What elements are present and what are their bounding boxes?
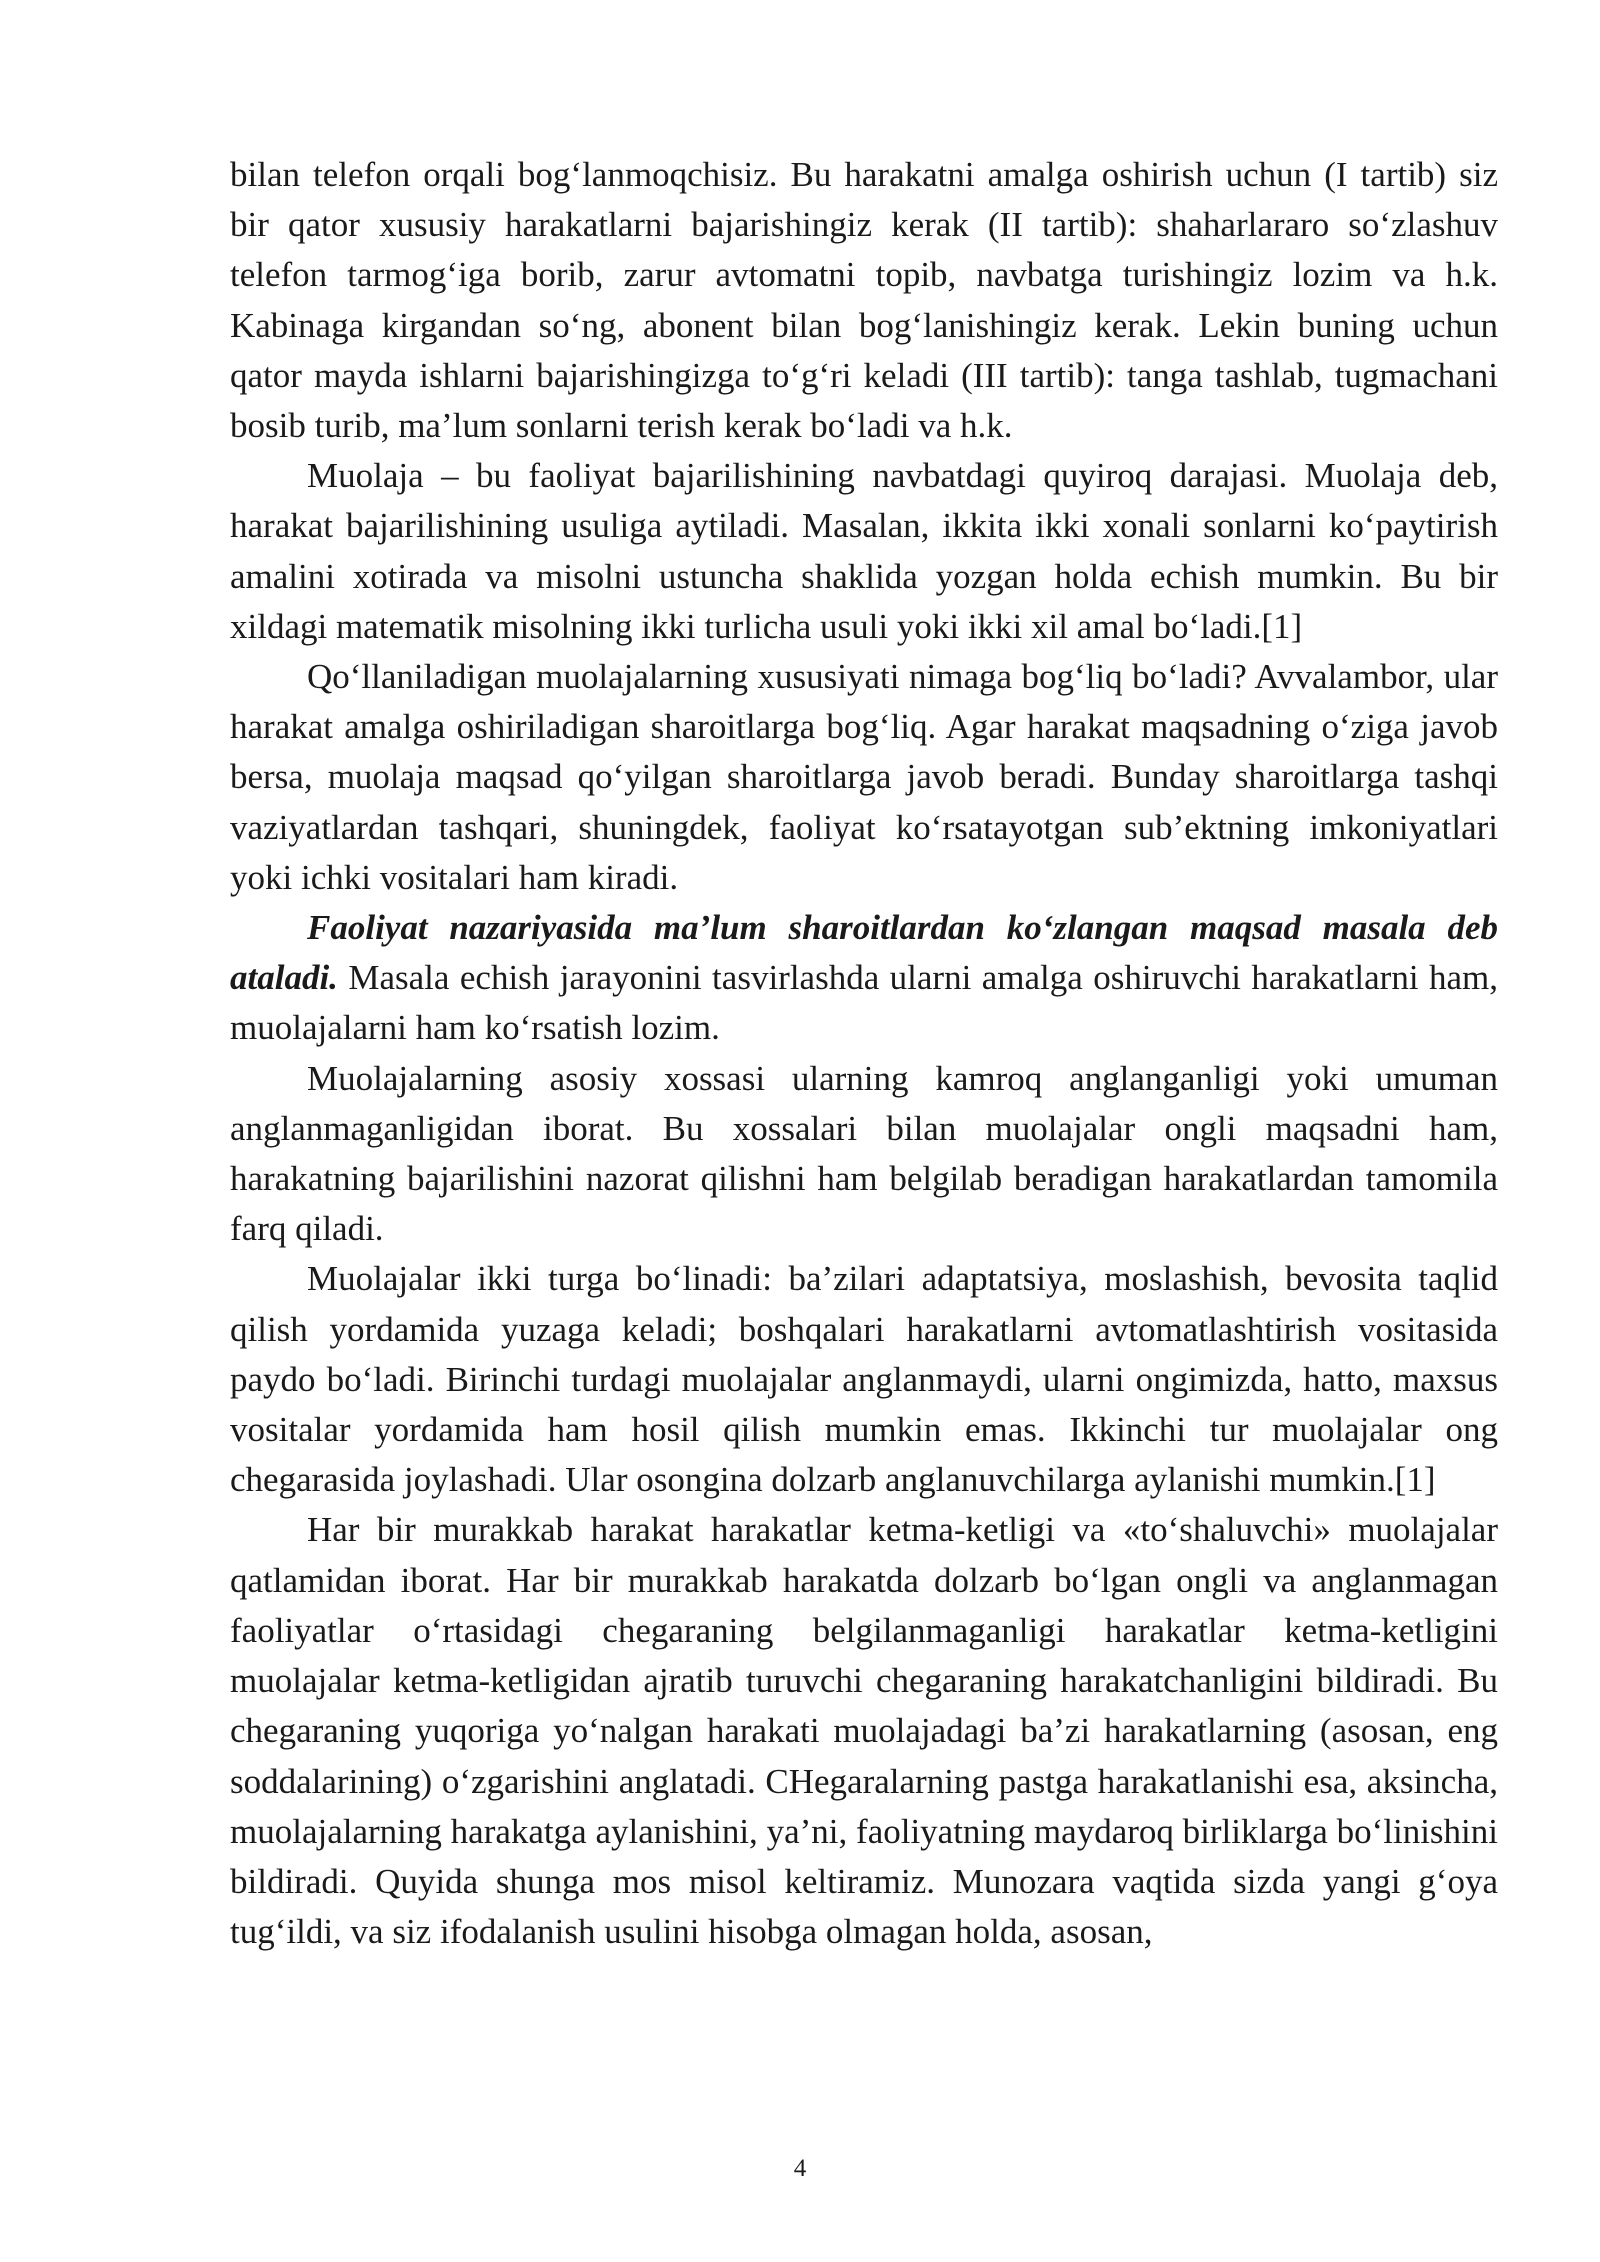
paragraph-7-text: Har bir murakkab harakat harakatlar ketma-ketligi va «to‘shaluvchi» muolajalar qatlamidan iborat. Har bir murakkab harakatda dolzarb bo‘lgan ongli va anglanmagan faoliyatlar o‘rtasidagi chegaraning belgilanmaganligi harakatlar ketma-ketligini muolajalar ketma-ketligidan ajratib turuvchi chegaraning harakatchanligini bildiradi. Bu chegaraning yuqoriga yo‘nalgan harakati muolajadagi ba’zi harakatlarning (asosan, eng soddalarining) o‘zgarishini anglatadi. CHegaralarning pastga harakatlanishi esa, aksincha, muolajalarning harakatga aylanishini, ya’ni, faoliyatning maydaroq birliklarga bo‘linishini bildiradi. Quyida shunga mos misol keltiramiz. Munozara vaqtida sizda yangi g‘oya tug‘ildi, va siz ifodalanish usulini hisobga olmagan holda, asosan,: [230, 1510, 1498, 1952]
document-body: [230, 150, 1498, 1957]
paragraph-4-text: Masala echish jarayonini tasvirlashda ularni amalga oshiruvchi harakatlarni ham, muolajalarni ham ko‘rsatish lozim.: [230, 958, 1498, 1048]
paragraph-3: [230, 652, 1498, 903]
definition-emphasis: Faoliyat nazariyasida ma’lum sharoitlardan ko‘zlangan maqsad masala deb ataladi.: [230, 908, 1498, 998]
paragraph-6-text: Muolajalar ikki turga bo‘linadi: ba’zilari adaptatsiya, moslashish, bevosita taqlid qilish yordamida yuzaga keladi; boshqalari harakatlarni avtomatlashtirish vositasida paydo bo‘ladi. Birinchi turdagi muolajalar anglanmaydi, ularni ongimizda, hatto, maxsus vositalar yordamida ham hosil qilish mumkin emas. Ikkinchi tur muolajalar ong chegarasida joylashadi. Ular osongina dolzarb anglanuvchilarga aylanishi mumkin.[1]: [230, 1259, 1498, 1500]
paragraph-6: [230, 1254, 1498, 1505]
paragraph-5: [230, 1054, 1498, 1255]
paragraph-2-text: Muolaja – bu faoliyat bajarilishining navbatdagi quyiroq darajasi. Muolaja deb, harakat bajarilishining usuliga aytiladi. Masalan, ikkita ikki xonali sonlarni ko‘paytirish amalini xotirada va misolni ustuncha shaklida yozgan holda echish mumkin. Bu bir xildagi matematik misolning ikki turlicha usuli yoki ikki xil amal bo‘ladi.[1]: [230, 456, 1498, 646]
paragraph-5-text: Muolajalarning asosiy xossasi ularning kamroq anglanganligi yoki umuman anglanmaganligidan iborat. Bu xossalari bilan muolajalar ongli maqsadni ham, harakatning bajarilishini nazorat qilishni ham belgilab beradigan harakatlardan tamomila farq qiladi.: [230, 1058, 1498, 1249]
paragraph-1-text: bilan telefon orqali bog‘lanmoqchisiz. Bu harakatni amalga oshirish uchun (I tartib) siz bir qator xususiy harakatlarni bajarishingiz kerak (II tartib): shaharlararo so‘zlashuv telefon tarmog‘iga borib, zarur avtomatni topib, navbatga turishingiz lozim va h.k. Kabinaga kirgandan so‘ng, abonent bilan bog‘lanishingiz kerak. Lekin buning uchun qator mayda ishlarni bajarishingizga to‘g‘ri keladi (III tartib): tanga tashlab, tugmachani bosib turib, ma’lum sonlarni terish kerak bo‘ladi va h.k.: [230, 155, 1498, 446]
paragraph-1: [230, 150, 1498, 451]
paragraph-2: [230, 451, 1498, 652]
paragraph-7: [230, 1505, 1498, 1957]
page-number: 4: [793, 2155, 807, 2182]
paragraph-3-text: Qo‘llaniladigan muolajalarning xususiyati nimaga bog‘liq bo‘ladi? Avvalambor, ular harakat amalga oshiriladigan sharoitlarga bog‘liq. Agar harakat maqsadning o‘ziga javob bersa, muolaja maqsad qo‘yilgan sharoitlarga javob beradi. Bunday sharoitlarga tashqi vaziyatlardan tashqari, shuningdek, faoliyat ko‘rsatayotgan sub’ektning imkoniyatlari yoki ichki vositalari ham kiradi.: [230, 657, 1498, 897]
paragraph-4: [230, 903, 1498, 1054]
